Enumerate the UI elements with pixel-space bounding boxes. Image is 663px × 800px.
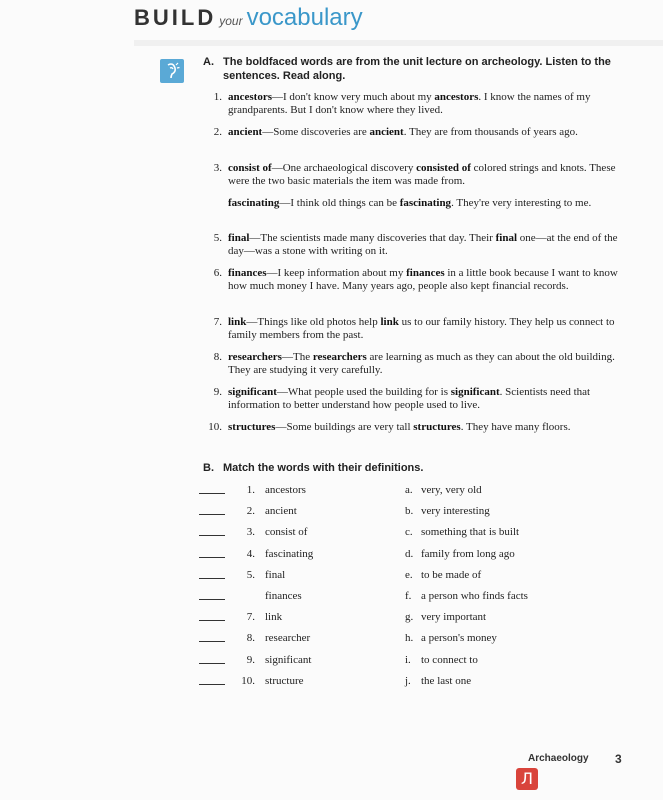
answer-blank[interactable] [199,641,225,642]
definition-letter: e. [405,568,413,581]
match-number: 5. [246,568,255,581]
definition-text: very important [421,611,487,624]
definition-text: very interesting [421,505,490,518]
match-row [199,631,619,645]
match-word: ancestors [265,484,306,496]
match-row [199,547,619,561]
match-number: 8. [246,632,255,645]
vocab-item-number: 7. [213,316,222,328]
match-number: 3. [246,526,255,539]
match-word: significant [265,653,312,666]
vocab-item-text: —Some discoveries are [262,126,370,138]
title-vocabulary: vocabulary [246,4,363,31]
match-number: 2. [246,505,255,518]
match-row [199,610,619,624]
vocab-item-bold-word: ancient [369,126,404,138]
match-number: 9. [246,653,255,666]
vocab-item-text: —The scientists made many discoveries that day. Their [249,232,496,244]
definition-text: very, very old [421,484,482,496]
vocab-item-number: 9. [213,386,222,398]
vocab-item-text: . I know the names of my grandparents. But I don't know where they lived. [228,91,591,116]
vocab-item-text: . They're very interesting to me. [451,197,592,209]
match-row [199,483,619,497]
vocab-item-sentence [228,421,628,434]
match-number: 4. [246,547,255,560]
definition-text: a person's money [421,632,497,645]
vocab-item-text: us to our family history. They help us connect to family members from the past. [228,316,615,341]
title-your: your [219,14,243,28]
match-word: researcher [265,632,311,645]
vocab-item-sentence [228,386,628,412]
definition-letter: d. [405,547,414,560]
definition-text: to be made of [421,568,482,581]
match-row [199,653,619,667]
answer-blank[interactable] [199,557,225,558]
definition-text: family from long ago [421,547,515,560]
definition-letter: a. [405,484,413,496]
match-row [199,504,619,518]
vocab-item-text: colored strings and knots. These were the two basic materials the item was made from. [228,162,616,187]
definition-letter: c. [405,526,413,539]
vocab-item-number: 8. [213,351,222,363]
vocab-item-bold-word: researchers [312,351,367,363]
match-word: fascinating [265,547,314,560]
match-word: structure [265,674,304,687]
vocab-item-sentence [228,267,628,293]
vocab-item-text: —Some buildings are very tall [275,421,414,433]
match-word: final [265,568,286,581]
vocab-item-bold-word: finances [406,267,445,279]
answer-blank[interactable] [199,599,225,600]
vocab-item-text: in a little book because I want to know how much money I have. Many years ago, people also kept financial records. [228,267,618,292]
match-word: finances [265,590,302,602]
vocab-item-number: 3. [213,162,222,174]
vocab-item-headword: ancient [228,126,263,138]
answer-blank[interactable] [199,620,225,621]
vocab-item-bold-word: fascinating [399,197,452,209]
vocab-item-text: —I keep information about my [266,267,407,279]
vocab-item-sentence [228,91,628,117]
match-word: ancient [265,505,297,518]
vocab-item-text: —I think old things can be [279,197,400,209]
vocab-item-number: 6. [213,267,222,279]
footer-chapter: Archaeology [528,753,589,764]
vocab-item-headword: fascinating [228,197,280,209]
answer-blank[interactable] [199,535,225,536]
vocab-item-number: 1. [213,91,222,103]
vocab-item-sentence [228,351,628,377]
section-b-letter: B. [203,462,214,474]
vocab-item-sentence [228,126,628,139]
page-number: 3 [615,752,622,766]
match-word: link [265,611,283,624]
match-number: 7. [246,611,255,624]
vocab-item-sentence [228,197,628,210]
match-number: 10. [241,674,255,687]
definition-letter: j. [405,674,411,687]
vocab-item-headword: structures [228,421,276,433]
answer-blank[interactable] [199,493,225,494]
vocab-item-text: . They have many floors. [460,421,571,433]
match-row [199,674,619,688]
definition-text: to connect to [421,653,478,666]
vocab-item-sentence [228,162,628,188]
definition-text: the last one [421,674,472,687]
vocab-item-number: 2. [213,126,222,138]
publisher-logo: Л [516,768,538,790]
vocab-item-text: —What people used the building for is [276,386,451,398]
answer-blank[interactable] [199,514,225,515]
definition-letter: h. [405,632,414,645]
match-row [199,525,619,539]
vocab-item-headword: final [228,232,250,244]
definition-letter: g. [405,611,414,624]
vocab-item-text: . They are from thousands of years ago. [403,126,578,138]
section-a-instruction: The boldfaced words are from the unit lecture on archeology. Listen to the sentences. Read along. [223,56,611,82]
vocab-item-text: one—at the end of the day—was a stone with writing on it. [228,232,618,257]
definition-letter: i. [405,653,411,666]
vocab-item-text: . Scientists need that information to better understand how people used to live. [228,386,591,411]
audio-track-icon[interactable] [160,59,184,83]
vocab-item-headword: consist of [228,162,272,174]
definition-letter: f. [405,590,412,602]
vocab-item-bold-word: structures [413,421,461,433]
vocab-item-headword: ancestors [228,91,272,103]
vocab-item-bold-word: final [495,232,518,244]
definition-letter: b. [405,505,414,518]
vocab-item-sentence [228,316,628,342]
vocab-item-headword: researchers [228,351,282,363]
vocab-item-number: 5. [213,232,222,244]
vocab-item-headword: significant [228,386,277,398]
vocab-item-sentence [228,232,628,258]
match-number: 1. [246,484,255,496]
vocab-item-text: —One archaeological discovery [271,162,417,174]
answer-blank[interactable] [199,663,225,664]
definition-text: a person who finds facts [421,590,528,602]
answer-blank[interactable] [199,684,225,685]
vocab-item-text: —The [281,351,313,363]
section-a-letter: A. [203,56,214,68]
match-row [199,589,619,603]
title-underline [134,40,663,46]
vocab-item-bold-word: link [380,316,399,328]
vocab-item-bold-word: significant [450,386,500,398]
vocab-item-bold-word: ancestors [434,91,479,103]
vocab-item-headword: link [228,316,247,328]
vocab-item-number: 10. [208,421,222,433]
vocab-item-text: —I don't know very much about my [272,91,435,103]
title-build: BUILD [134,5,217,30]
vocab-item-bold-word: consisted of [416,162,471,174]
definition-text: something that is built [421,526,520,539]
match-row [199,568,619,582]
page-title [134,4,363,32]
vocab-item-text: —Things like old photos help [246,316,381,328]
match-word: consist of [265,526,308,539]
vocab-item-headword: finances [228,267,267,279]
vocab-item-text: are learning as much as they can about the old building. They are studying it very carefully. [228,351,615,376]
section-b-instruction: Match the words with their definitions. [223,462,424,474]
answer-blank[interactable] [199,578,225,579]
